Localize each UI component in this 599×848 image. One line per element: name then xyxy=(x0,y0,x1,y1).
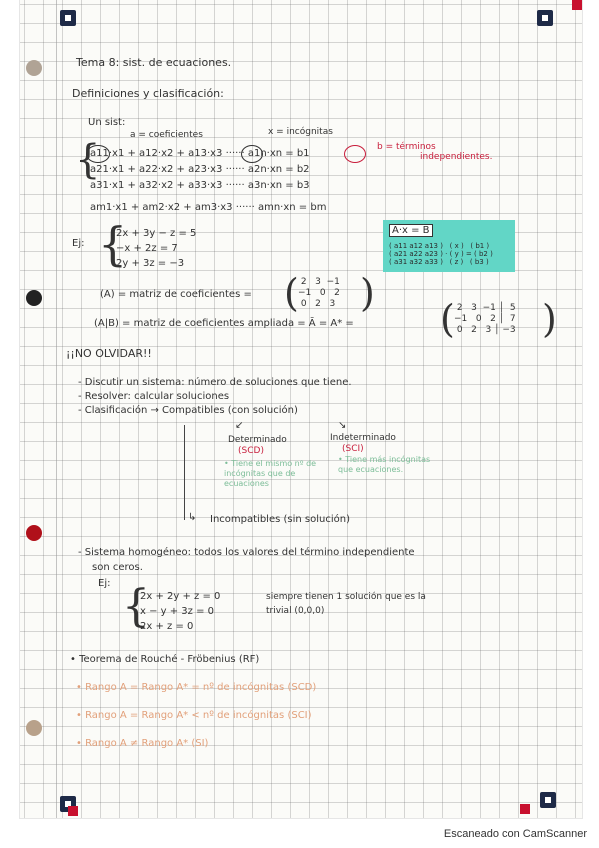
system-label: Un sist: xyxy=(88,117,126,128)
unknown-label: x = incógnitas xyxy=(268,127,333,137)
matrix-paren: ) xyxy=(542,297,557,341)
system-row: a31·x1 + a32·x2 + a33·x3 ······ a3n·xn = b3 xyxy=(90,180,310,191)
coef-label: a = coeficientes xyxy=(130,130,203,140)
coefficient-matrix-label: (A) = matriz de coeficientes = xyxy=(100,289,252,300)
matrix-form-content: ( a11 a12 a13 ) ( x ) ( b1 ) ( a21 a22 a23 ) · ( y ) = ( b2 ) ( a31 a32 a33 ) ( z ) ( b3 ) xyxy=(389,242,493,266)
theorem-title: • Teorema de Rouché - Fröbenius (RF) xyxy=(70,654,260,665)
example-brace: { xyxy=(98,217,128,271)
homogeneous-note: trivial (0,0,0) xyxy=(266,606,325,616)
system-brace: { xyxy=(75,137,101,183)
scanner-watermark: Escaneado con CamScanner xyxy=(443,828,587,840)
indep-circle xyxy=(344,145,366,163)
matrix-paren: ) xyxy=(360,271,375,315)
reminder-item: - Resolver: calcular soluciones xyxy=(78,391,230,402)
indep-label: b = términos xyxy=(377,142,436,152)
theorem-case: • Rango A = Rango A* < nº de incógnitas (SCI) xyxy=(76,710,312,721)
corner-marker-icon xyxy=(540,792,556,808)
matrix-paren: ( xyxy=(440,297,455,341)
arrow-icon: ↳ xyxy=(188,512,197,523)
homogeneous-example-label: Ej: xyxy=(98,578,111,589)
homogeneous-note: siempre tienen 1 solución que es la xyxy=(266,592,426,602)
matrix-form-box xyxy=(383,220,515,272)
indep-label: independientes. xyxy=(420,152,493,162)
system-row: a11·x1 + a12·x2 + a13·x3 ······ a1n·xn = b1 xyxy=(90,148,310,159)
coefficient-matrix: 2 3 −1 −1 0 2 0 2 3 xyxy=(298,277,340,309)
red-marker xyxy=(572,0,582,10)
homogeneous-equation: 2x + 2y + z = 0 xyxy=(140,591,221,602)
homogeneous-brace: { xyxy=(122,581,150,632)
reminder-item: - Discutir un sistema: número de soluciones que tiene. xyxy=(78,377,352,388)
augmented-matrix: 2 3 −1 │ 5 −1 0 2 │ 7 0 2 3 │ −3 xyxy=(454,303,516,335)
corner-marker-icon xyxy=(537,10,553,26)
example-equation: 2x + 3y − z = 5 xyxy=(116,228,197,239)
binder-hole xyxy=(26,720,42,736)
example-label: Ej: xyxy=(72,238,85,249)
theorem-case: • Rango A = Rango A* = nº de incógnitas (SCD) xyxy=(76,682,317,693)
arrow-icon: ↘ xyxy=(338,420,347,431)
notebook-page xyxy=(20,0,582,818)
matrix-form-title: A·x = B xyxy=(389,224,433,237)
red-marker xyxy=(68,806,78,816)
binder-hole xyxy=(26,290,42,306)
topic-title: Tema 8: sist. de ecuaciones. xyxy=(76,56,232,69)
undetermined-abbr: (SCI) xyxy=(342,444,364,454)
homogeneous-line: - Sistema homogéneo: todos los valores del término independiente xyxy=(78,547,415,558)
example-equation: 2y + 3z = −3 xyxy=(116,258,185,269)
homogeneous-equation: 2x + z = 0 xyxy=(140,621,194,632)
arrow-icon: ↙ xyxy=(235,420,244,431)
reminder-title: ¡¡NO OLVIDAR!! xyxy=(66,347,152,360)
determined-abbr: (SCD) xyxy=(238,446,264,456)
binder-hole xyxy=(26,525,42,541)
matrix-paren: ( xyxy=(284,271,299,315)
margin-line xyxy=(56,0,57,818)
determined-note: • Tiene el mismo nº de incógnitas que de ecuaciones xyxy=(224,459,317,488)
system-row: a21·x1 + a22·x2 + a23·x3 ······ a2n·xn = b2 xyxy=(90,164,310,175)
incompatible-label: Incompatibles (sin solución) xyxy=(210,514,350,525)
undetermined-label: Indeterminado xyxy=(330,433,396,443)
branch-line xyxy=(184,425,185,520)
corner-marker-icon xyxy=(60,10,76,26)
determined-label: Determinado xyxy=(228,435,287,445)
homogeneous-line: son ceros. xyxy=(92,562,143,573)
reminder-item: - Clasificación → Compatibles (con solución) xyxy=(78,405,298,416)
example-equation: −x + 2z = 7 xyxy=(116,243,178,254)
augmented-matrix-label: (A|B) = matriz de coeficientes ampliada = Ā = A* = xyxy=(94,318,354,329)
red-marker xyxy=(520,804,530,814)
system-row: am1·x1 + am2·x2 + am3·x3 ······ amn·xn = bm xyxy=(90,202,327,213)
homogeneous-equation: x − y + 3z = 0 xyxy=(140,606,215,617)
section-heading: Definiciones y clasificación: xyxy=(72,87,224,100)
undetermined-note: • Tiene más incógnitas que ecuaciones. xyxy=(338,455,431,474)
theorem-case: • Rango A ≠ Rango A* (SI) xyxy=(76,738,209,749)
binder-hole xyxy=(26,60,42,76)
